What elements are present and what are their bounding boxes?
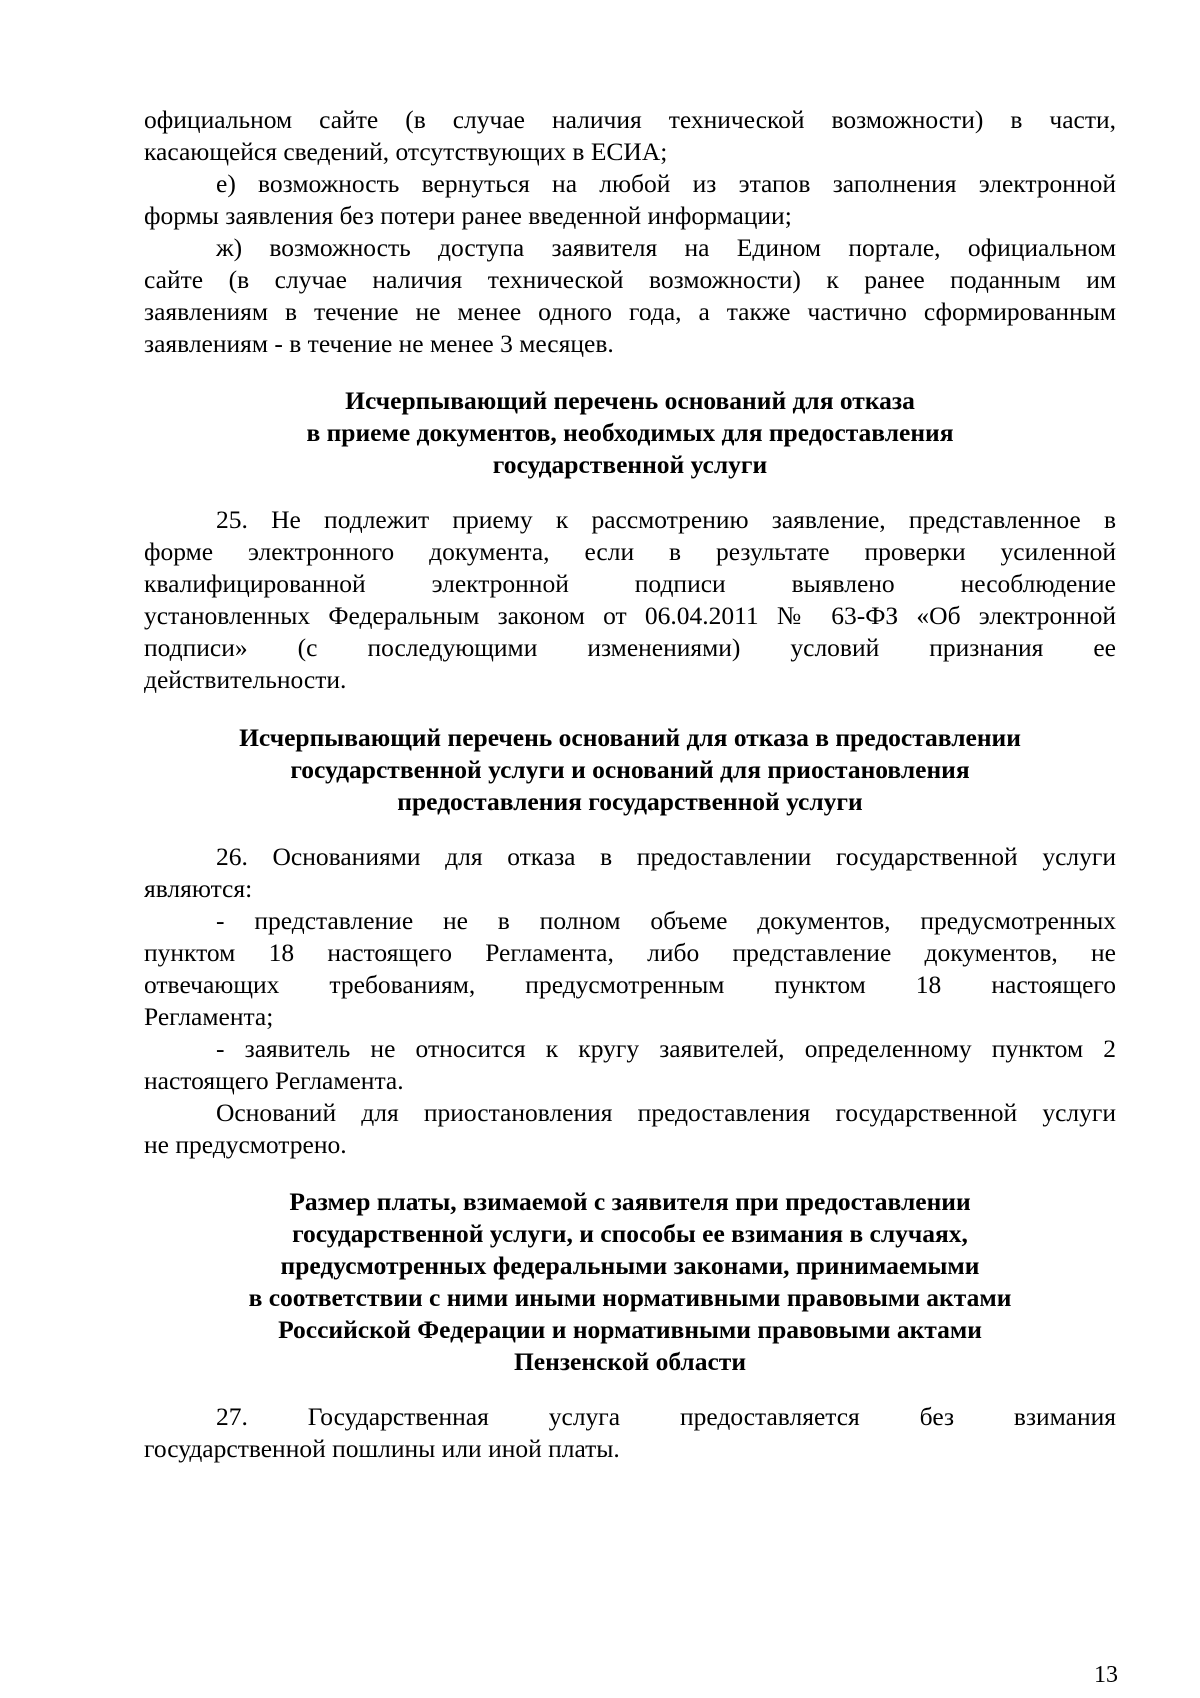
text-line: отвечающих требованиям, предусмотренным пунктом 18 настоящего: [144, 970, 1116, 999]
heading-line: в приеме документов, необходимых для предоставления: [306, 418, 954, 447]
text-line: официальном сайте (в случае наличия технической возможности) в части,: [144, 105, 1116, 134]
heading-line: предоставления государственной услуги: [397, 787, 863, 816]
heading-line: Пензенской области: [513, 1347, 747, 1376]
heading-line: государственной услуги, и способы ее взимания в случаях,: [292, 1219, 968, 1248]
text-line: - представление не в полном объеме документов, предусмотренных: [216, 906, 1116, 935]
text-line: 27. Государственная услуга предоставляется без взимания: [216, 1402, 1116, 1431]
text-line: е) возможность вернуться на любой из этапов заполнения электронной: [216, 169, 1116, 198]
text-line: ж) возможность доступа заявителя на Едином портале, официальном: [216, 233, 1116, 262]
heading-line: государственной услуги: [492, 450, 768, 479]
text-line: настоящего Регламента.: [144, 1066, 404, 1095]
text-line: пунктом 18 настоящего Регламента, либо представление документов, не: [144, 938, 1116, 967]
heading-line: Исчерпывающий перечень оснований для отказа в предоставлении: [239, 723, 1021, 752]
heading-line: Размер платы, взимаемой с заявителя при предоставлении: [289, 1187, 971, 1216]
text-line: заявлениям - в течение не менее 3 месяцев.: [144, 329, 614, 358]
text-line: подписи» (с последующими изменениями) условий признания ее: [144, 633, 1116, 662]
text-line: 25. Не подлежит приему к рассмотрению заявление, представленное в: [216, 505, 1116, 534]
text-line: являются:: [144, 874, 253, 903]
text-line: формы заявления без потери ранее введенной информации;: [144, 201, 792, 230]
text-line: не предусмотрено.: [144, 1130, 347, 1159]
heading-line: государственной услуги и оснований для приостановления: [290, 755, 970, 784]
text-line: заявлениям в течение не менее одного года, а также частично сформированным: [144, 297, 1116, 326]
text-line: Оснований для приостановления предоставления государственной услуги: [216, 1098, 1116, 1127]
page-number: 13: [1094, 1662, 1118, 1688]
heading-line: Российской Федерации и нормативными правовыми актами: [278, 1315, 982, 1344]
text-line: установленных Федеральным законом от 06.04.2011 № 63-ФЗ «Об электронной: [144, 601, 1116, 630]
heading-line: в соответствии с ними иными нормативными правовыми актами: [248, 1283, 1012, 1312]
heading-line: предусмотренных федеральными законами, принимаемыми: [280, 1251, 980, 1280]
heading-line: Исчерпывающий перечень оснований для отказа: [345, 386, 915, 415]
text-line: 26. Основаниями для отказа в предоставлении государственной услуги: [216, 842, 1116, 871]
text-line: действительности.: [144, 665, 347, 694]
text-line: Регламента;: [144, 1002, 274, 1031]
text-line: касающейся сведений, отсутствующих в ЕСИА;: [144, 137, 668, 166]
text-line: - заявитель не относится к кругу заявителей, определенному пунктом 2: [216, 1034, 1116, 1063]
text-line: государственной пошлины или иной платы.: [144, 1434, 620, 1463]
text-line: сайте (в случае наличия технической возможности) к ранее поданным им: [144, 265, 1116, 294]
text-line: форме электронного документа, если в результате проверки усиленной: [144, 537, 1116, 566]
text-line: квалифицированной электронной подписи выявлено несоблюдение: [144, 569, 1116, 598]
